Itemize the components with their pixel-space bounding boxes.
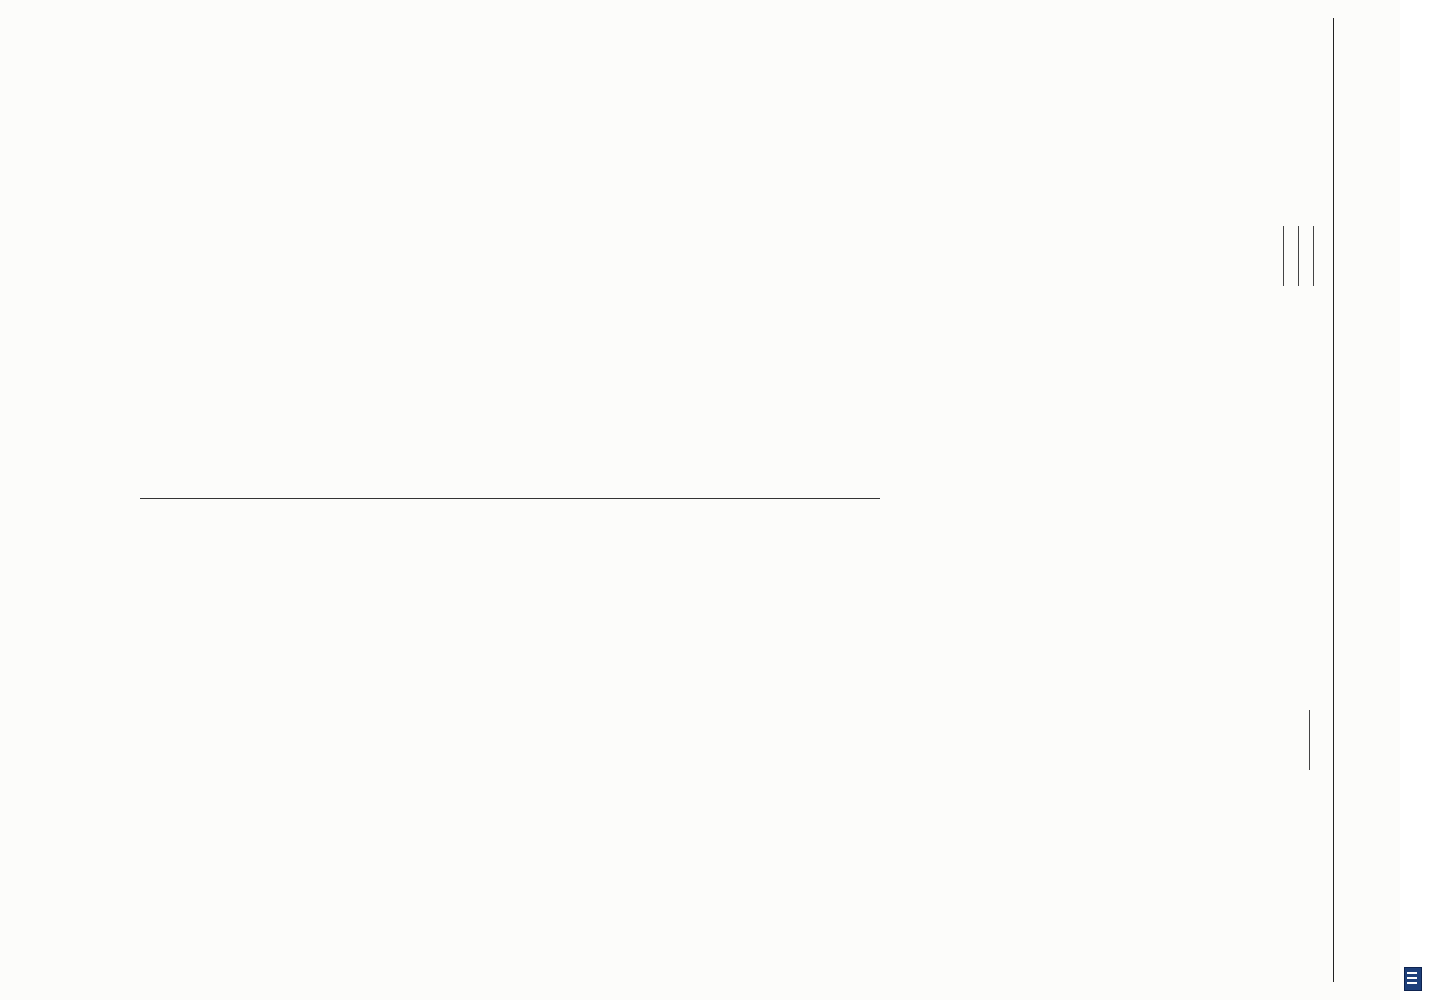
separator <box>1283 226 1284 286</box>
left-column <box>120 24 1324 488</box>
separator <box>1313 226 1314 286</box>
separator <box>1298 226 1299 286</box>
digitization-strip <box>1400 0 1432 1000</box>
document-page <box>80 0 1400 1000</box>
dfg-logo-icon <box>1404 967 1422 991</box>
separator <box>1309 710 1310 770</box>
right-column <box>120 508 1324 972</box>
running-head <box>1333 18 1374 982</box>
column-rule <box>140 498 880 499</box>
